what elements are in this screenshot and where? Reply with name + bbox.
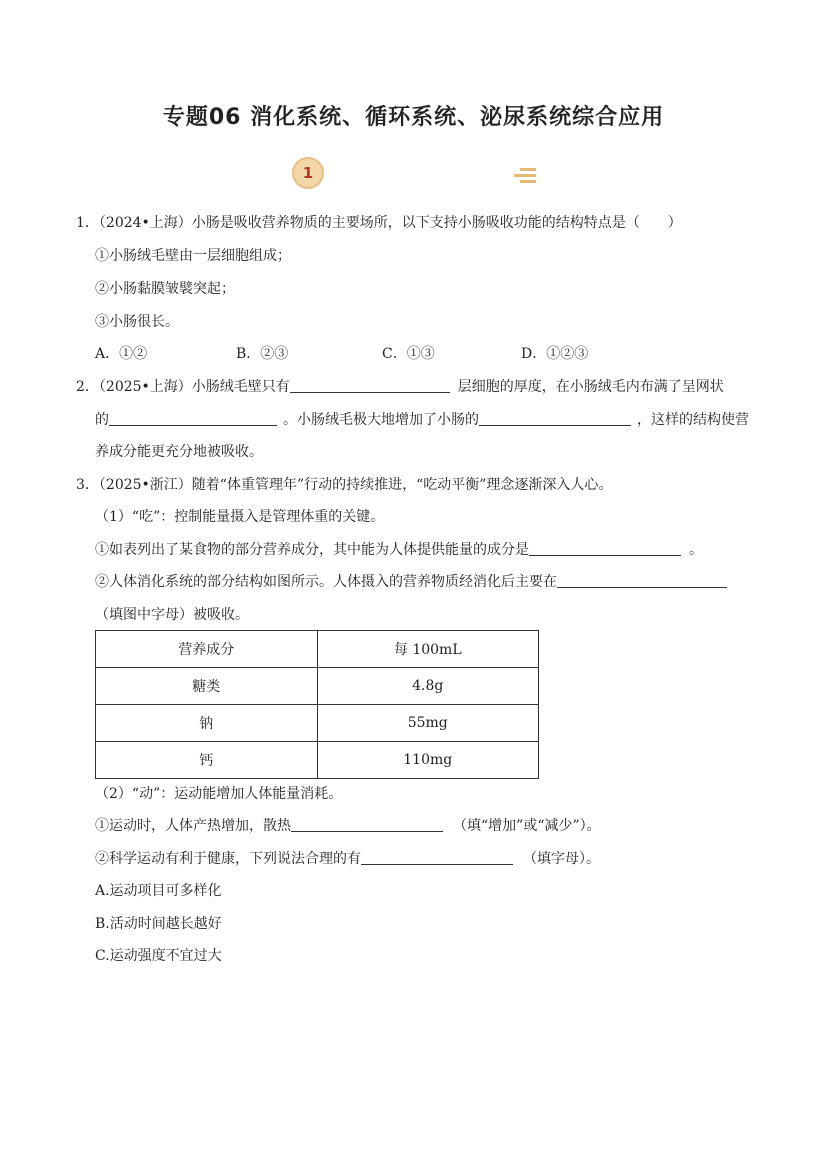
table-cell: 55mg bbox=[317, 705, 539, 742]
table-header: 每 100mL bbox=[317, 631, 539, 668]
question-1-item: ①小肠绒毛壁由一层细胞组成； bbox=[95, 248, 291, 264]
answer-blank[interactable] bbox=[290, 378, 450, 393]
question-3-sub1-a bbox=[95, 540, 703, 560]
question-3-choice-b: B.活动时间越长越好 bbox=[95, 916, 222, 932]
question-2-text: 2．（2025•上海）小肠绒毛壁只有 bbox=[76, 379, 290, 395]
table-cell: 110mg bbox=[317, 742, 539, 779]
table-cell: 钙 bbox=[96, 742, 318, 779]
question-1-item: ③小肠很长。 bbox=[95, 314, 179, 330]
table-row bbox=[96, 742, 539, 779]
question-3-choice-a: A.运动项目可多样化 bbox=[95, 883, 222, 899]
question-3-text: ①运动时，人体产热增加，散热 bbox=[95, 818, 291, 834]
banner-decoration bbox=[514, 174, 536, 177]
banner-decoration bbox=[520, 180, 536, 183]
question-2-text: ，这样的结构使营 bbox=[637, 412, 749, 428]
question-3-sub1-b bbox=[95, 572, 727, 592]
banner-label: 真题实战•百练通关 bbox=[336, 165, 475, 183]
nutrition-table bbox=[95, 630, 539, 779]
question-1-option-b: B．②③ bbox=[236, 346, 289, 362]
answer-blank[interactable] bbox=[479, 411, 631, 426]
question-3-text: ②人体消化系统的部分结构如图所示。人体摄入的营养物质经消化后主要在 bbox=[95, 574, 557, 590]
question-3-text: 。 bbox=[689, 542, 703, 558]
banner-number: 1 bbox=[292, 157, 324, 189]
question-2-text: 。小肠绒毛极大地增加了小肠的 bbox=[283, 412, 479, 428]
question-2-text: 的 bbox=[95, 412, 109, 428]
question-3-sub1-b-cont: （填图中字母）被吸收。 bbox=[95, 607, 249, 623]
table-row bbox=[96, 705, 539, 742]
question-3-choice-c: C.运动强度不宜过大 bbox=[95, 948, 222, 964]
banner-decoration bbox=[520, 168, 536, 171]
question-3-sub2-a bbox=[95, 816, 601, 836]
table-cell: 糖类 bbox=[96, 668, 318, 705]
question-3-stem: 3．（2025•浙江）随着“体重管理年”行动的持续推进，“吃动平衡”理念逐渐深入人心。 bbox=[76, 477, 613, 493]
question-1-option-a: A．①② bbox=[95, 346, 148, 362]
question-3-text: ②科学运动有利于健康，下列说法合理的有 bbox=[95, 851, 361, 867]
question-1-option-d: D．①②③ bbox=[521, 346, 589, 362]
question-2-text: 层细胞的厚度，在小肠绒毛内布满了呈网状 bbox=[457, 379, 724, 395]
table-row bbox=[96, 668, 539, 705]
table-cell: 钠 bbox=[96, 705, 318, 742]
question-3-text: （填字母）。 bbox=[523, 851, 600, 867]
question-3-sub2: （2）“动”：运动能增加人体能量消耗。 bbox=[95, 786, 343, 802]
question-3-text: （填“增加”或“减少”）。 bbox=[453, 818, 601, 834]
question-3-text: ①如表列出了某食物的部分营养成分，其中能为人体提供能量的成分是 bbox=[95, 542, 529, 558]
answer-blank[interactable] bbox=[291, 817, 443, 832]
answer-blank[interactable] bbox=[361, 850, 513, 865]
table-header-row bbox=[96, 631, 539, 668]
answer-blank[interactable] bbox=[557, 573, 727, 588]
page-title: 专题06 消化系统、循环系统、泌尿系统综合应用 bbox=[162, 105, 665, 130]
question-2-text: 养成分能更充分地被吸收。 bbox=[95, 444, 263, 460]
answer-blank[interactable] bbox=[109, 411, 277, 426]
table-header: 营养成分 bbox=[96, 631, 318, 668]
answer-blank[interactable] bbox=[529, 541, 681, 556]
question-2-line bbox=[76, 377, 724, 397]
question-1-item: ②小肠黏膜皱襞突起； bbox=[95, 281, 235, 297]
section-banner bbox=[292, 154, 536, 192]
question-1-stem: 1．（2024•上海）小肠是吸收营养物质的主要场所，以下支持小肠吸收功能的结构特点是（ ） bbox=[76, 215, 682, 231]
table-cell: 4.8g bbox=[317, 668, 539, 705]
question-3-sub2-b bbox=[95, 849, 600, 869]
question-3-sub1: （1）“吃”：控制能量摄入是管理体重的关键。 bbox=[95, 509, 385, 525]
question-1-option-c: C．①③ bbox=[382, 346, 435, 362]
question-2-line bbox=[95, 410, 749, 430]
